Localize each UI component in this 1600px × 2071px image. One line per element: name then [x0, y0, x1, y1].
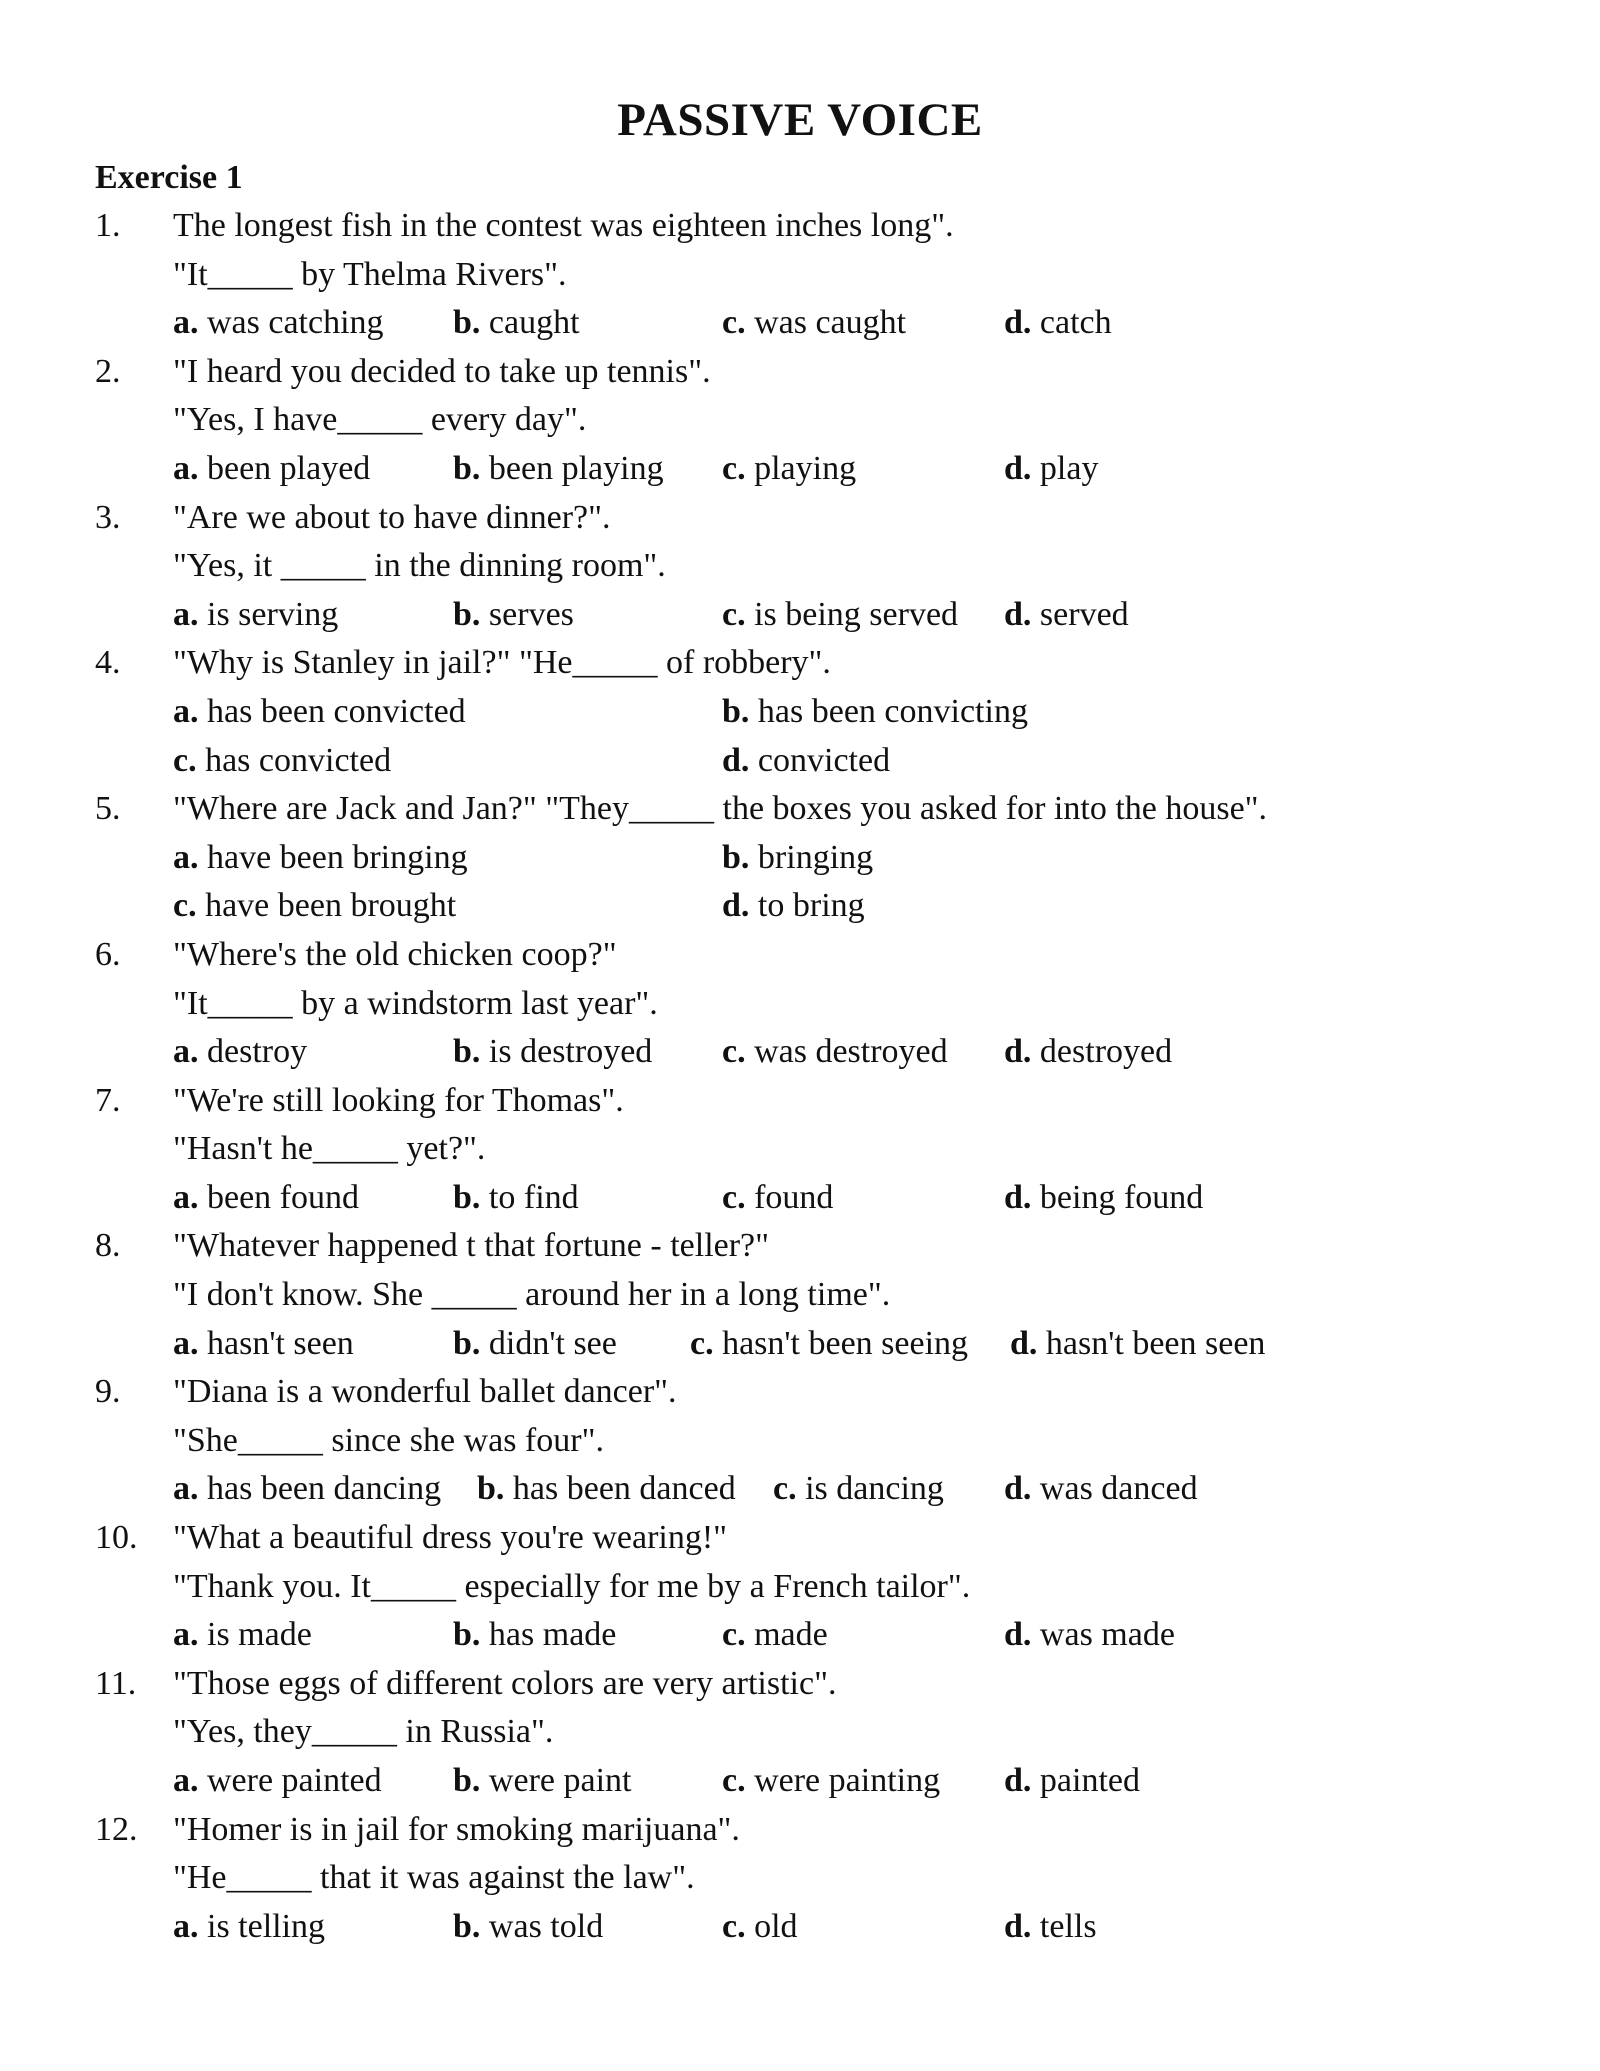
answer-option[interactable]: [1004, 299, 1112, 348]
option-letter: a.: [173, 1470, 199, 1508]
options-row: [0, 834, 1600, 883]
answer-option[interactable]: [173, 445, 370, 494]
option-text: has been convicted: [207, 692, 466, 730]
question-number: 10.: [95, 1519, 138, 1557]
question-list: [0, 202, 1600, 1951]
answer-option[interactable]: [722, 834, 873, 883]
option-text: was catching: [207, 304, 384, 342]
question-text: "What a beautiful dress you're wearing!": [173, 1519, 728, 1557]
option-text: has convicted: [205, 741, 392, 779]
question-line: [0, 396, 1600, 445]
answer-option[interactable]: [773, 1465, 944, 1514]
option-letter: a.: [173, 595, 199, 633]
question-line: [0, 1660, 1600, 1709]
option-letter: b.: [453, 1907, 481, 1945]
answer-option[interactable]: [722, 1028, 948, 1077]
question-item: [0, 785, 1600, 931]
question-text: "Are we about to have dinner?".: [173, 498, 611, 536]
answer-option[interactable]: [173, 1465, 441, 1514]
option-letter: d.: [1004, 595, 1032, 633]
question-text: "Hasn't he_____ yet?".: [173, 1130, 486, 1168]
question-line: [0, 1368, 1600, 1417]
option-letter: c.: [722, 595, 746, 633]
option-text: was made: [1039, 1616, 1175, 1654]
option-letter: b.: [477, 1470, 505, 1508]
option-text: catch: [1039, 304, 1112, 342]
option-text: painted: [1039, 1762, 1140, 1799]
question-text: "I heard you decided to take up tennis".: [173, 352, 711, 390]
option-text: is serving: [207, 595, 339, 633]
option-letter: c.: [690, 1324, 714, 1362]
question-text: "Yes, I have_____ every day".: [173, 401, 587, 439]
question-text: "Where are Jack and Jan?" "They_____ the boxes you asked for into the house".: [173, 790, 1268, 828]
question-number: 1.: [95, 207, 121, 244]
question-item: [0, 1806, 1600, 1952]
options-row: [0, 1320, 1600, 1369]
answer-option[interactable]: [722, 1757, 940, 1806]
question-number: 2.: [95, 352, 121, 390]
question-text: "She_____ since she was four".: [173, 1421, 604, 1459]
answer-option[interactable]: [722, 299, 906, 348]
answer-option[interactable]: [1004, 445, 1098, 494]
option-text: has been danced: [512, 1470, 736, 1508]
option-letter: b.: [453, 1324, 481, 1362]
option-letter: c.: [773, 1470, 797, 1508]
option-text: have been brought: [205, 887, 457, 925]
question-text: "Why is Stanley in jail?" "He_____ of robbery".: [173, 644, 831, 682]
option-letter: d.: [1004, 1762, 1032, 1799]
answer-option[interactable]: [453, 299, 580, 348]
question-number: 7.: [95, 1081, 121, 1119]
question-item: [0, 202, 1600, 348]
question-line: [0, 931, 1600, 980]
option-letter: d.: [1004, 1033, 1032, 1071]
option-letter: d.: [1004, 304, 1032, 342]
option-text: has been convicting: [757, 692, 1028, 730]
option-letter: d.: [1004, 1470, 1032, 1508]
question-item: [0, 931, 1600, 1077]
option-text: old: [754, 1907, 798, 1945]
option-letter: c.: [722, 1178, 746, 1216]
answer-option[interactable]: [722, 591, 958, 640]
option-letter: a.: [173, 1324, 199, 1362]
answer-option[interactable]: [1004, 1028, 1172, 1077]
question-line: [0, 639, 1600, 688]
question-number: 3.: [95, 498, 121, 536]
option-letter: d.: [1010, 1324, 1038, 1362]
options-row: [0, 1028, 1600, 1077]
option-text: is being served: [754, 595, 959, 633]
answer-option[interactable]: [173, 737, 391, 786]
answer-option[interactable]: [1004, 1903, 1097, 1952]
page-title: PASSIVE VOICE: [617, 94, 983, 146]
question-line: [0, 1514, 1600, 1563]
answer-option[interactable]: [453, 1174, 579, 1223]
question-number: 11.: [95, 1664, 137, 1702]
answer-option[interactable]: [173, 1320, 354, 1369]
option-letter: b.: [453, 449, 481, 487]
answer-option[interactable]: [173, 1757, 382, 1806]
options-row: [0, 1903, 1600, 1952]
option-text: was destroyed: [754, 1033, 948, 1071]
option-text: was caught: [754, 304, 907, 342]
question-text: "Those eggs of different colors are very artistic".: [173, 1664, 837, 1702]
option-letter: a.: [173, 449, 199, 487]
option-letter: b.: [722, 692, 750, 730]
option-text: didn't see: [488, 1324, 617, 1362]
options-row: [0, 1174, 1600, 1223]
answer-option[interactable]: [173, 1903, 325, 1952]
option-text: bringing: [757, 838, 874, 876]
question-item: [0, 1077, 1600, 1223]
question-text: The longest fish in the contest was eighteen inches long".: [173, 207, 954, 244]
option-text: has been dancing: [207, 1470, 442, 1508]
option-text: been played: [207, 449, 371, 487]
answer-option[interactable]: [690, 1320, 968, 1369]
question-item: [0, 348, 1600, 494]
question-number: 12.: [95, 1810, 138, 1848]
question-text: "Diana is a wonderful ballet dancer".: [173, 1373, 677, 1411]
option-text: is telling: [207, 1907, 326, 1945]
question-number: 8.: [95, 1227, 121, 1265]
option-text: were painted: [207, 1762, 382, 1799]
option-letter: c.: [173, 741, 197, 779]
question-line: [0, 1125, 1600, 1174]
option-text: caught: [488, 304, 580, 342]
option-letter: a.: [173, 1178, 199, 1216]
option-text: served: [1039, 595, 1129, 633]
option-text: was told: [488, 1907, 604, 1945]
option-text: been found: [207, 1178, 360, 1216]
question-line: [0, 1417, 1600, 1466]
question-text: "Where's the old chicken coop?": [173, 935, 617, 973]
question-text: "He_____ that it was against the law".: [173, 1859, 695, 1897]
question-line: [0, 494, 1600, 543]
answer-option[interactable]: [453, 1757, 631, 1806]
question-item: [0, 639, 1600, 785]
answer-option[interactable]: [173, 1174, 359, 1223]
option-letter: a.: [173, 1616, 199, 1654]
option-letter: a.: [173, 1762, 199, 1799]
answer-option[interactable]: [453, 1320, 617, 1369]
answer-option[interactable]: [1004, 591, 1129, 640]
answer-option[interactable]: [453, 445, 664, 494]
option-text: serves: [488, 595, 574, 633]
answer-option[interactable]: [453, 1903, 603, 1952]
option-letter: c.: [722, 1616, 746, 1654]
options-row: [0, 688, 1600, 737]
question-line: [0, 980, 1600, 1029]
option-text: being found: [1039, 1178, 1204, 1216]
question-text: "Thank you. It_____ especially for me by a French tailor".: [173, 1567, 971, 1605]
question-line: [0, 1077, 1600, 1126]
options-row: [0, 299, 1600, 348]
question-line: [0, 542, 1600, 591]
answer-option[interactable]: [173, 1028, 307, 1077]
option-letter: c.: [722, 449, 746, 487]
question-line: [0, 1708, 1600, 1757]
question-text: "Whatever happened t that fortune - teller?": [173, 1227, 770, 1265]
answer-option[interactable]: [173, 591, 338, 640]
question-line: [0, 348, 1600, 397]
option-letter: d.: [722, 887, 750, 925]
question-item: [0, 1222, 1600, 1368]
answer-option[interactable]: [1010, 1320, 1265, 1369]
question-number: 4.: [95, 644, 121, 682]
option-letter: b.: [453, 1033, 481, 1071]
option-text: destroy: [207, 1033, 308, 1071]
option-letter: b.: [722, 838, 750, 876]
answer-option[interactable]: [477, 1465, 736, 1514]
question-number: 6.: [95, 935, 121, 973]
option-letter: d.: [1004, 449, 1032, 487]
answer-option[interactable]: [173, 834, 468, 883]
answer-option[interactable]: [722, 1903, 798, 1952]
answer-option[interactable]: [1004, 1611, 1175, 1660]
option-text: is made: [207, 1616, 312, 1654]
question-line: [0, 1854, 1600, 1903]
option-letter: b.: [453, 1616, 481, 1654]
option-letter: d.: [1004, 1907, 1032, 1945]
options-row: [0, 1611, 1600, 1660]
question-line: [0, 785, 1600, 834]
answer-option[interactable]: [173, 299, 384, 348]
question-item: [0, 494, 1600, 640]
option-text: hasn't been seen: [1045, 1324, 1266, 1362]
question-line: [0, 1222, 1600, 1271]
question-item: [0, 1514, 1600, 1660]
option-letter: b.: [453, 595, 481, 633]
option-text: tells: [1039, 1907, 1097, 1945]
options-row: [0, 445, 1600, 494]
option-text: been playing: [488, 449, 664, 487]
answer-option[interactable]: [722, 445, 856, 494]
options-row: [0, 1465, 1600, 1514]
option-text: were paint: [488, 1762, 632, 1799]
option-letter: a.: [173, 692, 199, 730]
exercise-heading: Exercise 1: [95, 159, 243, 196]
question-text: "It_____ by Thelma Rivers".: [173, 255, 567, 293]
option-letter: c.: [722, 1762, 746, 1799]
question-text: "Homer is in jail for smoking marijuana".: [173, 1810, 740, 1848]
option-letter: b.: [453, 1178, 481, 1216]
option-text: has made: [488, 1616, 617, 1654]
answer-option[interactable]: [173, 1611, 312, 1660]
option-text: was danced: [1039, 1470, 1198, 1508]
option-letter: a.: [173, 304, 199, 342]
options-row: [0, 1757, 1600, 1806]
option-letter: c.: [173, 887, 197, 925]
answer-option[interactable]: [173, 882, 456, 931]
answer-option[interactable]: [1004, 1757, 1140, 1806]
option-letter: d.: [1004, 1178, 1032, 1216]
question-number: 9.: [95, 1373, 121, 1411]
answer-option[interactable]: [453, 591, 574, 640]
question-line: [0, 251, 1600, 300]
option-letter: d.: [722, 741, 750, 779]
answer-option[interactable]: [722, 882, 865, 931]
answer-option[interactable]: [453, 1611, 616, 1660]
option-text: made: [754, 1616, 828, 1654]
answer-option[interactable]: [173, 688, 466, 737]
question-line: [0, 1806, 1600, 1855]
answer-option[interactable]: [722, 688, 1028, 737]
option-letter: a.: [173, 838, 199, 876]
question-text: "Yes, they_____ in Russia".: [173, 1713, 554, 1751]
option-text: hasn't been seeing: [722, 1324, 969, 1362]
option-text: were painting: [754, 1762, 941, 1799]
answer-option[interactable]: [722, 1174, 833, 1223]
option-text: is dancing: [805, 1470, 944, 1508]
options-row: [0, 737, 1600, 786]
question-text: "Yes, it _____ in the dinning room".: [173, 547, 666, 585]
option-letter: a.: [173, 1033, 199, 1071]
question-line: [0, 202, 1600, 251]
option-text: is destroyed: [488, 1033, 653, 1071]
option-text: to find: [488, 1178, 579, 1216]
question-text: "We're still looking for Thomas".: [173, 1081, 624, 1119]
question-line: [0, 1271, 1600, 1320]
question-number: 5.: [95, 790, 121, 828]
option-letter: c.: [722, 1033, 746, 1071]
question-line: [0, 1563, 1600, 1612]
option-letter: d.: [1004, 1616, 1032, 1654]
option-text: found: [754, 1178, 834, 1216]
answer-option[interactable]: [722, 1611, 828, 1660]
option-text: play: [1039, 449, 1099, 487]
question-item: [0, 1660, 1600, 1806]
answer-option[interactable]: [722, 737, 890, 786]
option-letter: c.: [722, 1907, 746, 1945]
option-text: have been bringing: [207, 838, 468, 876]
option-text: hasn't seen: [207, 1324, 354, 1362]
answer-option[interactable]: [1004, 1174, 1203, 1223]
option-letter: b.: [453, 1762, 481, 1799]
question-item: [0, 1368, 1600, 1514]
answer-option[interactable]: [1004, 1465, 1198, 1514]
option-text: convicted: [757, 741, 891, 779]
question-text: "It_____ by a windstorm last year".: [173, 984, 658, 1022]
option-text: playing: [754, 449, 857, 487]
options-row: [0, 882, 1600, 931]
answer-option[interactable]: [453, 1028, 652, 1077]
option-letter: a.: [173, 1907, 199, 1945]
option-text: destroyed: [1039, 1033, 1173, 1071]
option-text: to bring: [757, 887, 865, 925]
question-text: "I don't know. She _____ around her in a long time".: [173, 1276, 891, 1314]
options-row: [0, 591, 1600, 640]
option-letter: c.: [722, 304, 746, 342]
option-letter: b.: [453, 304, 481, 342]
